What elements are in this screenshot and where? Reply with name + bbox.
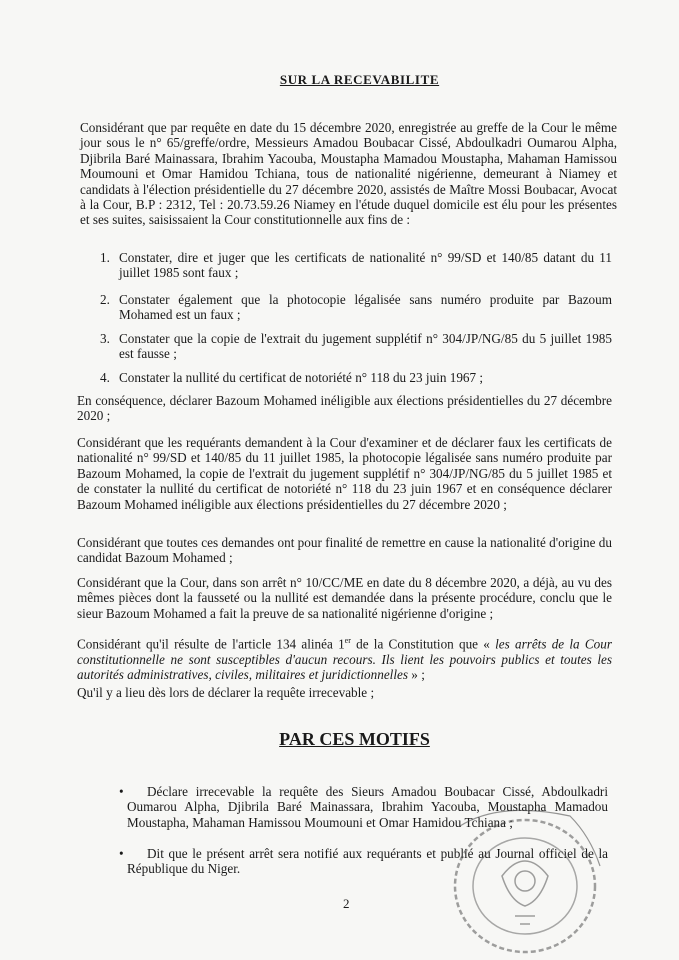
request-text: Constater, dire et juger que les certificats de nationalité n° 99/SD et 140/85 datant du 11 juillet 1985 sont faux ; bbox=[119, 250, 612, 281]
official-seal-stamp-icon bbox=[440, 806, 610, 956]
request-text: Constater la nullité du certificat de notoriété n° 118 du 23 juin 1967 ; bbox=[119, 370, 484, 385]
considerant-paragraph-1: Considérant que les requérants demandent à la Cour d'examiner et de déclarer faux les certificats de nationalité n° 99/SD et 140/85 du 11 juillet 1985, la photocopie légalisée sans numéro produite par Bazoum Mohamed, la copie de l'extrait du jugement supplétif n° 304/JP/NG/85 du 5 juillet 1985 et de constater la nullité du certificat de notoriété n° 118 du 23 juin 1967 et en conséquence déclarer Bazoum Mohamed inéligible aux élections présidentielles du 27 décembre 2020 ; bbox=[77, 435, 612, 512]
considerant-paragraph-2: Considérant que toutes ces demandes ont pour finalité de remettre en cause la nationalité d'origine du candidat Bazoum Mohamed ; bbox=[77, 535, 612, 566]
considerant-4-superscript: er bbox=[344, 636, 351, 645]
considerant-4-middle: de la Constitution que « bbox=[350, 636, 496, 652]
request-item-3 bbox=[100, 331, 612, 362]
request-number: 3. bbox=[100, 331, 110, 346]
bullet-icon: • bbox=[119, 784, 124, 799]
considerant-paragraph-4 bbox=[77, 633, 612, 683]
request-item-2 bbox=[100, 292, 612, 323]
heading-par-ces-motifs: PAR CES MOTIFS bbox=[279, 729, 430, 749]
consequence-paragraph: En conséquence, déclarer Bazoum Mohamed inéligible aux élections présidentielles du 27 décembre 2020 ; bbox=[77, 393, 612, 424]
bullet-icon: • bbox=[119, 846, 124, 861]
request-item-4 bbox=[100, 370, 612, 385]
considerant-4-end: » ; bbox=[408, 667, 425, 683]
request-number: 4. bbox=[100, 370, 110, 385]
request-text: Constater que la copie de l'extrait du jugement supplétif n° 304/JP/NG/85 du 5 juillet 1985 est fausse ; bbox=[119, 331, 612, 362]
request-number: 1. bbox=[100, 250, 110, 265]
decision-text: Dit que le présent arrêt sera notifié aux requérants et publié au Journal officiel de la République du Niger. bbox=[127, 846, 608, 877]
request-number: 2. bbox=[100, 292, 110, 307]
page-number: 2 bbox=[343, 896, 350, 911]
request-text: Constater également que la photocopie légalisée sans numéro produite par Bazoum Mohamed est un faux ; bbox=[119, 292, 612, 323]
conclusion-line: Qu'il y a lieu dès lors de déclarer la requête irrecevable ; bbox=[77, 685, 375, 700]
constitution-quote: les arrêts de la Cour constitutionnelle ne sont susceptibles d'aucun recours. Ils lient les pouvoirs publics et toutes les autorités administratives, civiles, militaires et juridictionnelles bbox=[77, 636, 612, 683]
considerant-paragraph-3: Considérant que la Cour, dans son arrêt n° 10/CC/ME en date du 8 décembre 2020, a déjà, au vu des mêmes pièces dont la fausseté ou la nullité est demandée dans la présente procédure, conclu que le sieur Bazoum Mohamed a fait la preuve de sa nationalité nigérienne d'origine ; bbox=[77, 575, 612, 621]
considerant-4-start: Considérant qu'il résulte de l'article 134 alinéa 1 bbox=[77, 636, 345, 652]
decision-text: Déclare irrecevable la requête des Sieurs Amadou Boubacar Cissé, Abdoulkadri Oumarou Alpha, Djibrila Baré Mainassara, Ibrahim Yacouba, Moustapha Mamadou Moustapha, Mahaman Hamissou Moumouni et Omar Hamidou Tchiana ; bbox=[127, 784, 608, 830]
intro-paragraph: Considérant que par requête en date du 15 décembre 2020, enregistrée au greffe de la Cour le même jour sous le n° 65/greffe/ordre, Messieurs Amadou Boubacar Cissé, Abdoulkadri Oumarou Alpha, Djibrila Baré Mainassara, Ibrahim Yacouba, Moustapha Mamadou Moustapha, Mahaman Hamissou Moumouni et Omar Hamidou Tchiana, tous de nationalité nigérienne, demeurant à Niamey et candidats à l'élection présidentielle du 27 décembre 2020, assistés de Maître Mossi Boubacar, Avocat à la Cour, B.P : 2312, Tel : 20.73.59.26 Niamey en l'étude duquel domicile est élu pour les présentes et ses suites, saisissaient la Cour constitutionnelle aux fins de : bbox=[80, 120, 617, 228]
heading-recevabilite: SUR LA RECEVABILITE bbox=[279, 72, 440, 87]
request-item-1 bbox=[100, 250, 612, 281]
